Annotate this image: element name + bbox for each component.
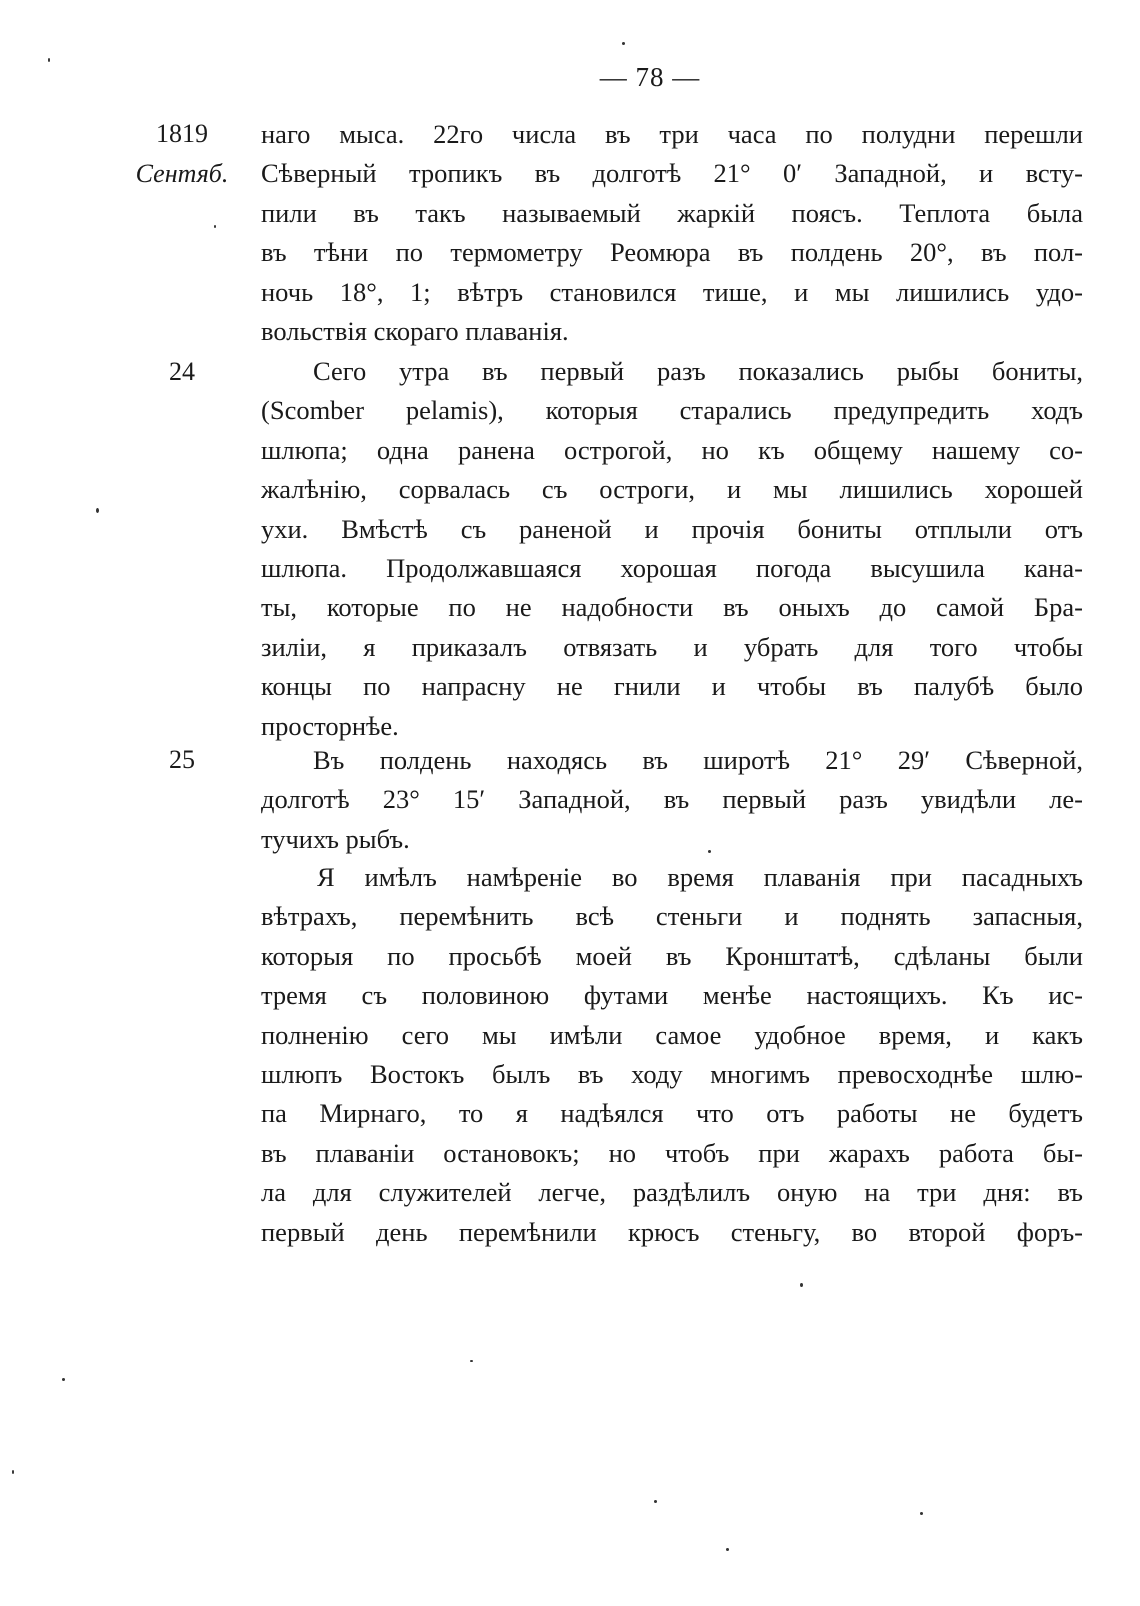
text-line: наго мыса. 22го числа въ три часа по полудни перешли bbox=[261, 119, 1083, 149]
text-line: па Мирнаго, то я надѣялся что отъ работы не будетъ bbox=[261, 1098, 1083, 1129]
scan-speck bbox=[62, 1378, 65, 1381]
text-line: ночь 18°, 1; вѣтръ становился тише, и мы лишились удо- bbox=[261, 276, 1083, 307]
paragraph-2 bbox=[261, 352, 1083, 746]
scan-speck bbox=[48, 58, 50, 62]
text-line: жалѣнію, сорвалась съ остроги, и мы лишились хорошей bbox=[261, 474, 1083, 505]
scan-speck bbox=[726, 1548, 729, 1551]
scan-speck bbox=[470, 1360, 473, 1362]
text-line: шлюпъ Востокъ былъ въ ходу многимъ превосходнѣе шлю- bbox=[261, 1058, 1083, 1089]
text-line: зиліи, я приказалъ отвязать и убрать для того чтобы bbox=[261, 631, 1083, 662]
text-line: тучихъ рыбъ. bbox=[261, 823, 410, 854]
scan-speck bbox=[622, 42, 625, 45]
text-line: (Scomber pelamis), которыя старались предупредить ходъ bbox=[261, 395, 1083, 426]
paragraph-1 bbox=[261, 115, 1083, 351]
scan-speck bbox=[800, 1283, 803, 1287]
text-line: Сѣверный тропикъ въ долготѣ 21° 0′ Западной, и всту- bbox=[261, 158, 1083, 189]
text-line: просторнѣе. bbox=[261, 710, 399, 741]
text-line: ты, которые по не надобности въ оныхъ до самой Бра- bbox=[261, 592, 1083, 623]
text-line: Сего утра въ первый разъ показались рыбы бониты, bbox=[313, 356, 1083, 386]
text-line: шлюпа. Продолжавшаяся хорошая погода высушила кана- bbox=[261, 552, 1083, 583]
text-line: Въ полдень находясь въ широтѣ 21° 29′ Сѣверной, bbox=[313, 745, 1083, 775]
text-line: которыя по просьбѣ моей въ Кронштатѣ, сдѣланы были bbox=[261, 940, 1083, 971]
text-line: въ плаваніи остановокъ; но чтобъ при жарахъ работа бы- bbox=[261, 1137, 1083, 1168]
text-line: первый день перемѣнили крюсъ стеньгу, во второй форъ- bbox=[261, 1216, 1083, 1247]
text-line: ла для служителей легче, раздѣлилъ оную на три дня: въ bbox=[261, 1177, 1083, 1208]
margin-month: Сентяб. bbox=[135, 159, 229, 188]
text-line: концы по напрасну не гнили и чтобы въ палубѣ было bbox=[261, 671, 1083, 702]
text-line: шлюпа; одна ранена острогой, но къ общему нашему со- bbox=[261, 434, 1083, 465]
scan-speck bbox=[654, 1500, 657, 1503]
text-line: Я имѣлъ намѣреніе во время плаванія при пасадныхъ bbox=[317, 862, 1083, 892]
text-line: тремя съ половиною футами менѣе настоящихъ. Къ ис- bbox=[261, 980, 1083, 1011]
margin-day-25: 25 bbox=[169, 745, 195, 774]
text-line: пили въ такъ называемый жаркій поясъ. Теплота была bbox=[261, 197, 1083, 228]
text-line: вѣтрахъ, перемѣнить всѣ стеньги и поднять запасныя, bbox=[261, 901, 1083, 932]
scan-speck bbox=[96, 508, 99, 513]
scan-speck bbox=[708, 850, 711, 853]
text-line: въ тѣни по термометру Реомюра въ полдень 20°, въ пол- bbox=[261, 237, 1083, 268]
scan-speck bbox=[12, 1470, 14, 1474]
paragraph-4 bbox=[261, 858, 1083, 1252]
text-line: ухи. Вмѣстѣ съ раненой и прочія бониты отплыли отъ bbox=[261, 513, 1083, 544]
text-line: вольствія скораго плаванія. bbox=[261, 315, 569, 346]
page-number: — 78 — bbox=[599, 62, 701, 92]
text-line: долготѣ 23° 15′ Западной, въ первый разъ увидѣли ле- bbox=[261, 784, 1083, 815]
margin-year: 1819 bbox=[156, 119, 208, 148]
text-line: полненію сего мы имѣли самое удобное время, и какъ bbox=[261, 1019, 1083, 1050]
scan-speck bbox=[920, 1512, 923, 1515]
paragraph-3 bbox=[261, 741, 1083, 859]
margin-day-24: 24 bbox=[169, 357, 195, 386]
scan-speck bbox=[214, 225, 216, 228]
